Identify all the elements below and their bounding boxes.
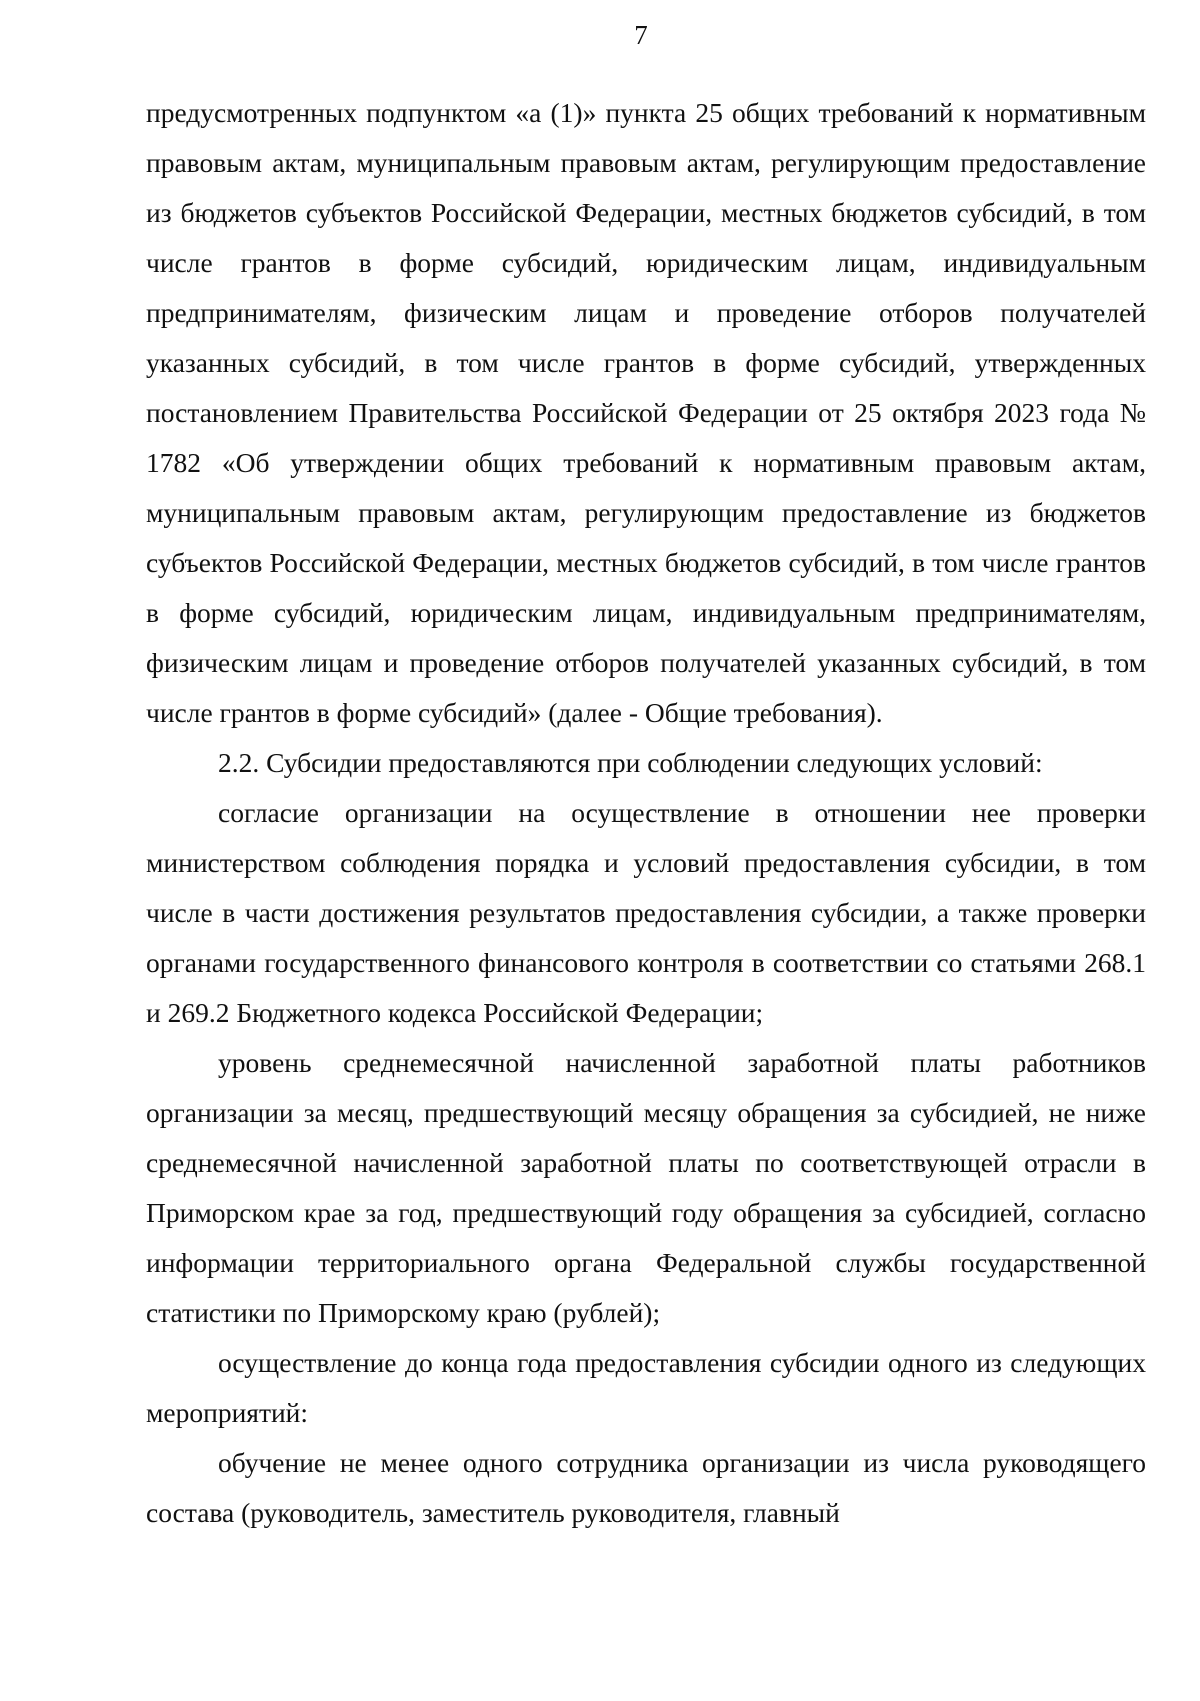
paragraph-measures-condition: осуществление до конца года предоставления субсидии одного из следующих мероприятий: xyxy=(146,1347,1146,1428)
paragraph-continuation: предусмотренных подпунктом «а (1)» пункта 25 общих требований к нормативным правовым актам, муниципальным правовым актам, регулирующим предоставление из бюджетов субъектов Российской Федерации, местных бюджетов субсидий, в том числе грантов в форме субсидий, юридическим лицам, индивидуальным предпринимателям, физическим лицам и проведение отборов получателей указанных субсидий, в том числе грантов в форме субсидий, утвержденных постановлением Правительства Российской Федерации от 25 октября 2023 года № 1782 «Об утверждении общих требований к нормативным правовым актам, муниципальным правовым актам, регулирующим предоставление из бюджетов субъектов Российской Федерации, местных бюджетов субсидий, в том числе грантов в форме субсидий, юридическим лицам, индивидуальным предпринимателям, физическим лицам и проведение отборов получателей указанных субсидий, в том числе грантов в форме субсидий» (далее - Общие требования). xyxy=(146,97,1146,728)
paragraph-salary-condition: уровень среднемесячной начисленной заработной платы работников организации за месяц, предшествующий месяцу обращения за субсидией, не ниже среднемесячной начисленной заработной платы по соответствующей отрасли в Приморском крае за год, предшествующий году обращения за субсидией, согласно информации территориального органа Федеральной службы государственной статистики по Приморскому краю (рублей); xyxy=(146,1047,1146,1328)
paragraph-clause-2-2: 2.2. Субсидии предоставляются при соблюдении следующих условий: xyxy=(218,747,1043,778)
page-number: 7 xyxy=(634,20,648,50)
document-body xyxy=(146,88,1146,1538)
paragraph-training-measure: обучение не менее одного сотрудника организации из числа руководящего состава (руководитель, заместитель руководителя, главный xyxy=(146,1447,1146,1528)
paragraph-consent-condition: согласие организации на осуществление в отношении нее проверки министерством соблюдения порядка и условий предоставления субсидии, в том числе в части достижения результатов предоставления субсидии, а также проверки органами государственного финансового контроля в соответствии со статьями 268.1 и 269.2 Бюджетного кодекса Российской Федерации; xyxy=(146,797,1146,1028)
